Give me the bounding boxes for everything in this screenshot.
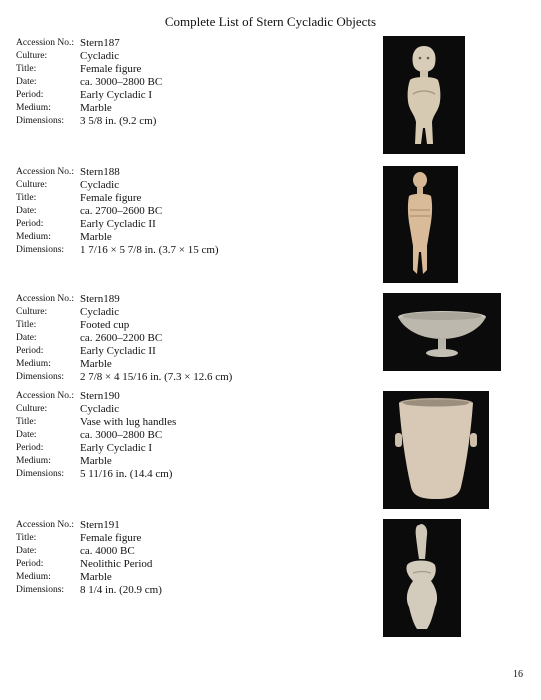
field-value: Cycladic bbox=[80, 179, 120, 191]
field-value: Marble bbox=[80, 571, 112, 583]
field-value: Marble bbox=[80, 231, 112, 243]
field-value: 2 7/8 × 4 15/16 in. (7.3 × 12.6 cm) bbox=[80, 371, 233, 383]
field-row bbox=[16, 584, 162, 597]
field-value: Marble bbox=[80, 455, 112, 467]
field-label: Culture: bbox=[16, 404, 48, 414]
field-label: Dimensions: bbox=[16, 116, 65, 126]
field-label: Culture: bbox=[16, 307, 48, 317]
field-row bbox=[16, 571, 162, 584]
field-value: 3 5/8 in. (9.2 cm) bbox=[80, 115, 157, 127]
field-label: Title: bbox=[16, 533, 37, 543]
field-row bbox=[16, 558, 162, 571]
page-number: 16 bbox=[513, 669, 523, 680]
female-figure-photo bbox=[383, 36, 465, 154]
field-label: Title: bbox=[16, 320, 37, 330]
field-value: Stern188 bbox=[80, 166, 120, 178]
field-label: Date: bbox=[16, 206, 37, 216]
field-row bbox=[16, 306, 232, 319]
field-value: Marble bbox=[80, 358, 112, 370]
neolithic-figure-photo bbox=[383, 519, 461, 637]
field-row bbox=[16, 332, 232, 345]
field-row bbox=[16, 102, 162, 115]
field-value: Female figure bbox=[80, 192, 142, 204]
field-row bbox=[16, 231, 219, 244]
field-row bbox=[16, 416, 176, 429]
folded-arm-figure-photo bbox=[383, 166, 458, 283]
field-value: ca. 2600–2200 BC bbox=[80, 332, 163, 344]
field-value: Stern190 bbox=[80, 390, 120, 402]
field-label: Accession No.: bbox=[16, 391, 75, 401]
field-label: Dimensions: bbox=[16, 245, 65, 255]
field-label: Medium: bbox=[16, 456, 51, 466]
field-row bbox=[16, 519, 162, 532]
field-row bbox=[16, 179, 219, 192]
field-row bbox=[16, 545, 162, 558]
field-label: Title: bbox=[16, 193, 37, 203]
field-value: Stern189 bbox=[80, 293, 120, 305]
field-value: 1 7/16 × 5 7/8 in. (3.7 × 15 cm) bbox=[80, 244, 219, 256]
field-label: Period: bbox=[16, 90, 44, 100]
field-row bbox=[16, 37, 162, 50]
footed-cup-photo bbox=[383, 293, 501, 371]
field-value: Female figure bbox=[80, 532, 142, 544]
field-label: Date: bbox=[16, 430, 37, 440]
field-row bbox=[16, 192, 219, 205]
field-row bbox=[16, 50, 162, 63]
object-entry-stern188 bbox=[16, 166, 219, 257]
field-row bbox=[16, 63, 162, 76]
field-label: Culture: bbox=[16, 180, 48, 190]
field-label: Title: bbox=[16, 64, 37, 74]
field-value: Early Cycladic II bbox=[80, 345, 156, 357]
field-value: Early Cycladic I bbox=[80, 89, 153, 101]
field-label: Dimensions: bbox=[16, 372, 65, 382]
field-row bbox=[16, 89, 162, 102]
field-label: Accession No.: bbox=[16, 520, 75, 530]
field-value: Cycladic bbox=[80, 50, 120, 62]
field-label: Date: bbox=[16, 77, 37, 87]
field-row bbox=[16, 319, 232, 332]
field-label: Period: bbox=[16, 559, 44, 569]
field-row bbox=[16, 358, 232, 371]
field-row bbox=[16, 468, 176, 481]
field-label: Dimensions: bbox=[16, 469, 65, 479]
field-value: Stern191 bbox=[80, 519, 120, 531]
field-value: Footed cup bbox=[80, 319, 130, 331]
field-value: Cycladic bbox=[80, 403, 120, 415]
field-value: ca. 2700–2600 BC bbox=[80, 205, 163, 217]
field-row bbox=[16, 429, 176, 442]
field-value: Early Cycladic I bbox=[80, 442, 153, 454]
field-row bbox=[16, 390, 176, 403]
object-entry-stern191 bbox=[16, 519, 162, 597]
field-row bbox=[16, 455, 176, 468]
field-label: Medium: bbox=[16, 572, 51, 582]
field-value: ca. 3000–2800 BC bbox=[80, 429, 163, 441]
field-value: Female figure bbox=[80, 63, 142, 75]
field-value: Cycladic bbox=[80, 306, 120, 318]
field-row bbox=[16, 205, 219, 218]
field-row bbox=[16, 218, 219, 231]
field-value: ca. 3000–2800 BC bbox=[80, 76, 163, 88]
field-label: Medium: bbox=[16, 103, 51, 113]
field-value: Early Cycladic II bbox=[80, 218, 156, 230]
field-value: Neolithic Period bbox=[80, 558, 153, 570]
field-row bbox=[16, 345, 232, 358]
field-row bbox=[16, 371, 232, 384]
field-row bbox=[16, 115, 162, 128]
object-entry-stern187 bbox=[16, 37, 162, 128]
field-label: Accession No.: bbox=[16, 294, 75, 304]
field-label: Date: bbox=[16, 546, 37, 556]
field-label: Period: bbox=[16, 443, 44, 453]
field-row bbox=[16, 532, 162, 545]
field-label: Title: bbox=[16, 417, 37, 427]
page-title: Complete List of Stern Cycladic Objects bbox=[164, 14, 377, 29]
object-entry-stern190 bbox=[16, 390, 176, 481]
field-label: Accession No.: bbox=[16, 167, 75, 177]
field-value: 8 1/4 in. (20.9 cm) bbox=[80, 584, 162, 596]
field-value: 5 11/16 in. (14.4 cm) bbox=[80, 468, 173, 480]
field-row bbox=[16, 244, 219, 257]
field-row bbox=[16, 166, 219, 179]
field-value: Marble bbox=[80, 102, 112, 114]
field-row bbox=[16, 442, 176, 455]
vase-photo bbox=[383, 391, 489, 509]
field-label: Medium: bbox=[16, 359, 51, 369]
field-label: Period: bbox=[16, 346, 44, 356]
field-row bbox=[16, 403, 176, 416]
field-value: Vase with lug handles bbox=[80, 416, 177, 428]
field-label: Culture: bbox=[16, 51, 48, 61]
object-entry-stern189 bbox=[16, 293, 232, 384]
field-label: Date: bbox=[16, 333, 37, 343]
field-label: Medium: bbox=[16, 232, 51, 242]
field-label: Dimensions: bbox=[16, 585, 65, 595]
field-value: ca. 4000 BC bbox=[80, 545, 135, 557]
field-row bbox=[16, 76, 162, 89]
field-row bbox=[16, 293, 232, 306]
field-value: Stern187 bbox=[80, 37, 120, 49]
field-label: Period: bbox=[16, 219, 44, 229]
field-label: Accession No.: bbox=[16, 38, 75, 48]
